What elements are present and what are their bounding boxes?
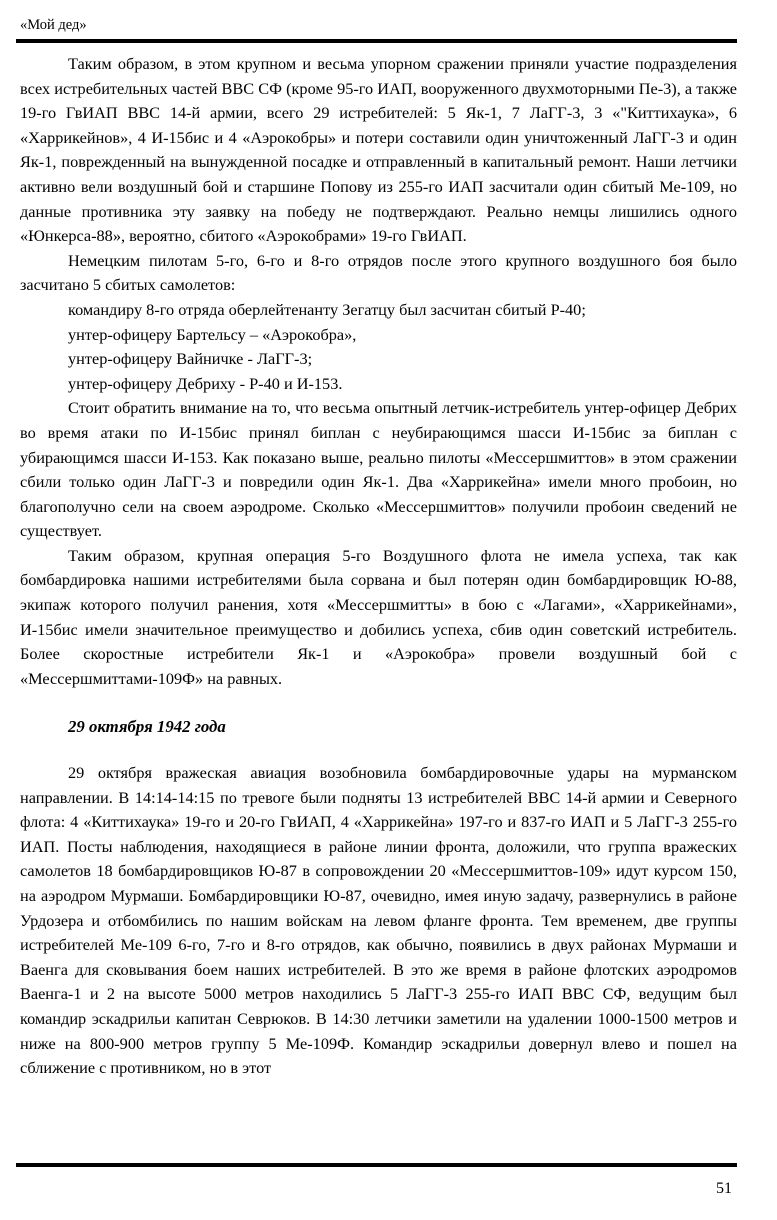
header-rule <box>16 39 737 43</box>
paragraph-october-29: 29 октября вражеская авиация возобновила бомбардировочные удары на мурманском направлении. В 14:14-14:15 по тревоге были подняты 13 истребителей ВВС 14-й армии и Северного флота: 4 «Киттихаука» 19-го и 20-го ГвИАП, 4 «Харрикейна» 197-го и 837-го ИАП и 5 ЛаГГ-3 255-го ИАП. Посты наблюдения, находящиеся в районе линии фронта, доложили, что группа вражеских самолетов 18 бомбардировщиков Ю-87 в сопровождении 20 «Мессершмиттов-109» идут курсом 150, на аэродром Мурмаши. Бомбардировщики Ю-87, очевидно, имея иную задачу, развернулись в районе Урдозера и отбомбились по нашим войскам на левом фланге фронта. Тем временем, две группы истребителей Ме-109 6-го, 7-го и 8-го отрядов, как обычно, появились в двух районах Мурмаши и Ваенга для сковывания боем наших истребителей. В это же время в районе флотских аэродромов Ваенга-1 и 2 на высоте 5000 метров находились 5 ЛаГГ-3 255-го ИАП ВВС СФ, ведущим был командир эскадрильи капитан Севрюков. В 14:30 летчики заметили на удалении 1000-1500 метров и ниже на 800-900 метров группу 5 Ме-109Ф. Командир эскадрильи довернул влево и пошел на сближение с противником, но в этот <box>20 763 737 1078</box>
paragraph-german-claims-intro: Немецким пилотам 5-го, 6-го и 8-го отрядов после этого крупного воздушного боя было засчитано 5 сбитых самолетов: <box>20 250 737 295</box>
claim-line-bartels: унтер-офицеру Бартельсу – «Аэрокобра», <box>68 324 357 344</box>
claim-line-weinitschke: унтер-офицеру Вайничке - ЛаГГ-3; <box>68 349 313 369</box>
paragraph-operation-result: Таким образом, крупная операция 5-го Воздушного флота не имела успеха, так как бомбардировка нашими истребителями была сорвана и был потерян один бомбардировщик Ю-88, экипаж которого получил ранения, хотя «Мессершмитты» в бою с «Лагами», «Харрикейнами», И-15бис имели значительное преимущество и добились успеха, сбив один советский истребитель. Более скоростные истребители Як-1 и «Аэрокобра» провели воздушный бой с «Мессершмиттами-109Ф» на равных. <box>20 545 737 688</box>
claim-line-doebrich: унтер-офицеру Дебриху - Р-40 и И-153. <box>68 373 343 393</box>
page-body <box>20 52 737 1081</box>
paragraph-doebrich-note: Стоит обратить внимание на то, что весьма опытный летчик-истребитель унтер-офицер Дебрих во время атаки по И-15бис принял биплан с неубирающимся шасси И-15бис за биплан с убирающимся шасси И-153. Как показано выше, реально пилоты «Мессершмиттов» в этом сражении сбили только один ЛаГГ-3 и повредили один Як-1. Два «Харрикейна» имели много пробоин, но благополучно сели на своем аэродроме. Сколько «Мессершмиттов» получили пробоин сведений не существует. <box>20 398 737 541</box>
footer-rule <box>16 1163 737 1167</box>
paragraph-battle-summary: Таким образом, в этом крупном и весьма упорном сражении приняли участие подразделения всех истребительных частей ВВС СФ (кроме 95-го ИАП, вооруженного двухмоторными Пе-3), а также 19-го ГвИАП ВВС 14-й армии, всего 29 истребителей: 5 Як-1, 7 ЛаГГ-3, 3 «"Киттихаука», 6 «Харрикейнов», 4 И-15бис и 4 «Аэрокобры» и потери составили один уничтоженный ЛаГГ-3 и один Як-1, поврежденный на вынужденной посадке и отправленный в капитальный ремонт. Наши летчики активно вели воздушный бой и старшине Попову из 255-го ИАП засчитали один сбитый Ме-109, но данные противника эту заявку на победу не подтверждают. Реально немцы лишились одного «Юнкерса-88», вероятно, сбитого «Аэрокобрами» 19-го ГвИАП. <box>20 54 737 246</box>
page-number: 51 <box>716 1180 732 1197</box>
claim-line-zegatz: командиру 8-го отряда оберлейтенанту Зегатцу был засчитан сбитый Р-40; <box>68 299 586 319</box>
running-header-title: «Мой дед» <box>20 17 87 33</box>
section-heading-date: 29 октября 1942 года <box>68 717 226 737</box>
